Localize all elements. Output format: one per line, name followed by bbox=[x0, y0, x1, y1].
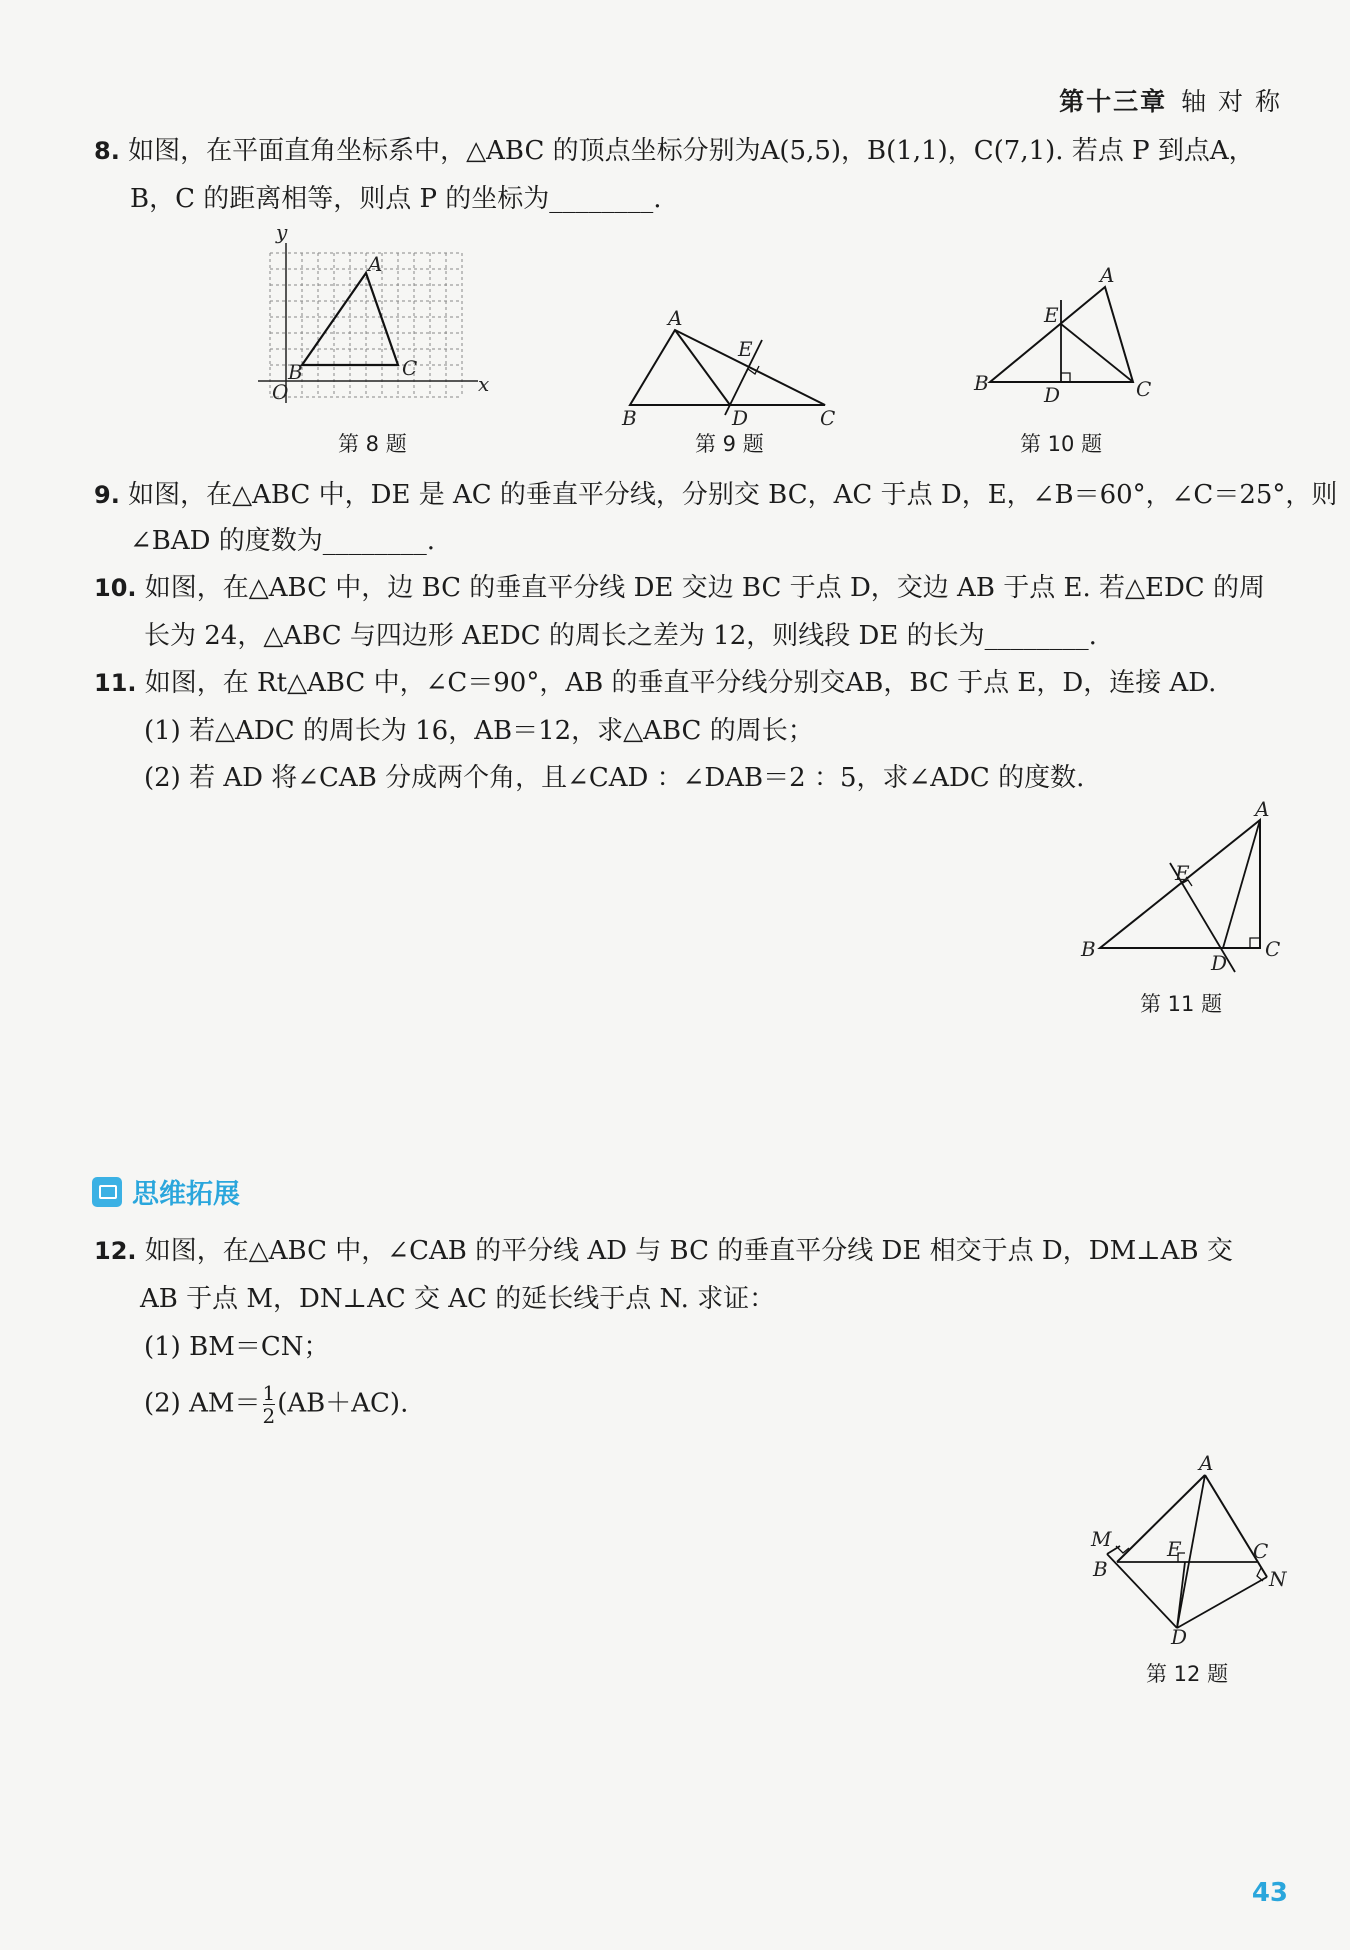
fig12-label-c: C bbox=[1253, 1539, 1269, 1563]
fig11-caption: 第 11 题 bbox=[1140, 992, 1223, 1016]
q8-number: 8. bbox=[94, 137, 120, 165]
fig9-label-e: E bbox=[738, 337, 753, 361]
fig11-label-d: D bbox=[1211, 951, 1228, 975]
fig10-caption: 第 10 题 bbox=[1020, 432, 1103, 456]
fig11-label-b: B bbox=[1081, 937, 1096, 961]
fig10-label-e: E bbox=[1044, 303, 1059, 327]
q10-text1: 如图，在△ABC 中，边 BC 的垂直平分线 DE 交边 BC 于点 D，交边 AB 于点 E. 若△EDC 的周 bbox=[144, 573, 1265, 603]
fig12-label-m: M bbox=[1091, 1527, 1112, 1551]
q12-sub2-suffix: (AB＋AC). bbox=[277, 1388, 409, 1419]
q12-number: 12. bbox=[94, 1237, 137, 1265]
figure-9-triangle bbox=[610, 300, 850, 430]
q10-number: 10. bbox=[94, 574, 137, 602]
fig11-label-a: A bbox=[1255, 800, 1270, 821]
frac-denominator: 2 bbox=[262, 1404, 276, 1428]
fig12-label-e: E bbox=[1167, 1537, 1182, 1561]
figure-11-right-triangle bbox=[1075, 800, 1295, 975]
q8-text1: 如图，在平面直角坐标系中，△ABC 的顶点坐标分别为A(5,5)，B(1,1)，C(7,1). 若点 P 到点A， bbox=[128, 136, 1255, 166]
q11-number: 11. bbox=[94, 669, 137, 697]
fig10-label-c: C bbox=[1136, 377, 1152, 401]
q11-text1: 如图，在 Rt△ABC 中，∠C＝90°，AB 的垂直平分线分别交AB，BC 于点 E，D，连接 AD. bbox=[144, 668, 1217, 698]
q10-line1 bbox=[94, 567, 1265, 604]
q11-sub2: (2) 若 AD 将∠CAB 分成两个角，且∠CAD ：∠DAB＝2 ：5，求∠ADC 的度数. bbox=[144, 763, 1085, 793]
fig12-label-a: A bbox=[1199, 1451, 1214, 1475]
fig8-label-y: y bbox=[276, 225, 288, 244]
q12-text1: 如图，在△ABC 中，∠CAB 的平分线 AD 与 BC 的垂直平分线 DE 相交于点 D，DM⊥AB 交 bbox=[144, 1236, 1233, 1266]
q9-text1: 如图，在△ABC 中，DE 是 AC 的垂直平分线，分别交 BC，AC 于点 D，E，∠B＝60°，∠C＝25°，则 bbox=[128, 480, 1338, 510]
section-title: 思维拓展 bbox=[132, 1179, 240, 1210]
fig9-label-d: D bbox=[732, 406, 749, 430]
fig9-label-b: B bbox=[622, 406, 637, 430]
q12-text2: AB 于点 M，DN⊥AC 交 AC 的延长线于点 N. 求证： bbox=[140, 1284, 776, 1314]
q8-line1 bbox=[94, 130, 1255, 167]
fig8-label-o: O bbox=[272, 380, 289, 404]
q12-sub2-prefix: (2) AM＝ bbox=[144, 1388, 261, 1419]
fig8-label-x: x bbox=[478, 372, 490, 396]
fig10-label-d: D bbox=[1044, 383, 1061, 407]
fig10-label-a: A bbox=[1100, 263, 1115, 287]
q10-text2: 长为 24，△ABC 与四边形 AEDC 的周长之差为 12，则线段 DE 的长为________. bbox=[144, 621, 1097, 651]
fig12-label-n: N bbox=[1269, 1567, 1287, 1591]
fig11-label-e: E bbox=[1175, 861, 1190, 885]
fraction-one-half bbox=[263, 1382, 276, 1427]
page-number: 43 bbox=[1251, 1878, 1288, 1908]
frac-numerator: 1 bbox=[262, 1381, 276, 1405]
fig12-label-b: B bbox=[1093, 1557, 1108, 1581]
chapter-title: 轴 对 称 bbox=[1181, 87, 1282, 116]
fig10-label-b: B bbox=[974, 371, 989, 395]
fig9-label-c: C bbox=[820, 406, 836, 430]
fig9-label-a: A bbox=[668, 306, 683, 330]
figure-10-triangle bbox=[970, 262, 1160, 412]
fig8-label-c: C bbox=[402, 356, 418, 380]
figure-12-quadrilateral bbox=[1085, 1450, 1295, 1645]
fig9-caption: 第 9 题 bbox=[695, 432, 764, 456]
fig12-caption: 第 12 题 bbox=[1146, 1662, 1229, 1686]
q11-line1 bbox=[94, 662, 1216, 699]
fig8-label-b: B bbox=[288, 360, 303, 384]
q9-line1 bbox=[94, 474, 1337, 511]
q9-text2: ∠BAD 的度数为________. bbox=[130, 526, 436, 556]
q11-sub1: (1) 若△ADC 的周长为 16，AB＝12，求△ABC 的周长； bbox=[144, 716, 814, 746]
q8-text2: B，C 的距离相等，则点 P 的坐标为________. bbox=[130, 184, 662, 214]
page-header bbox=[1059, 82, 1282, 118]
fig8-caption: 第 8 题 bbox=[338, 432, 407, 456]
section-heading bbox=[92, 1172, 240, 1211]
q9-number: 9. bbox=[94, 481, 120, 509]
q12-line1 bbox=[94, 1230, 1233, 1267]
fig8-label-a: A bbox=[368, 252, 383, 276]
q12-sub1: (1) BM＝CN； bbox=[144, 1332, 330, 1362]
section-pencil-icon bbox=[92, 1177, 122, 1207]
fig11-label-c: C bbox=[1265, 937, 1281, 961]
q12-sub2 bbox=[144, 1382, 408, 1427]
chapter-label: 第十三章 bbox=[1059, 87, 1168, 116]
figure-8-coordinate-grid bbox=[252, 225, 492, 415]
fig12-label-d: D bbox=[1171, 1625, 1188, 1645]
